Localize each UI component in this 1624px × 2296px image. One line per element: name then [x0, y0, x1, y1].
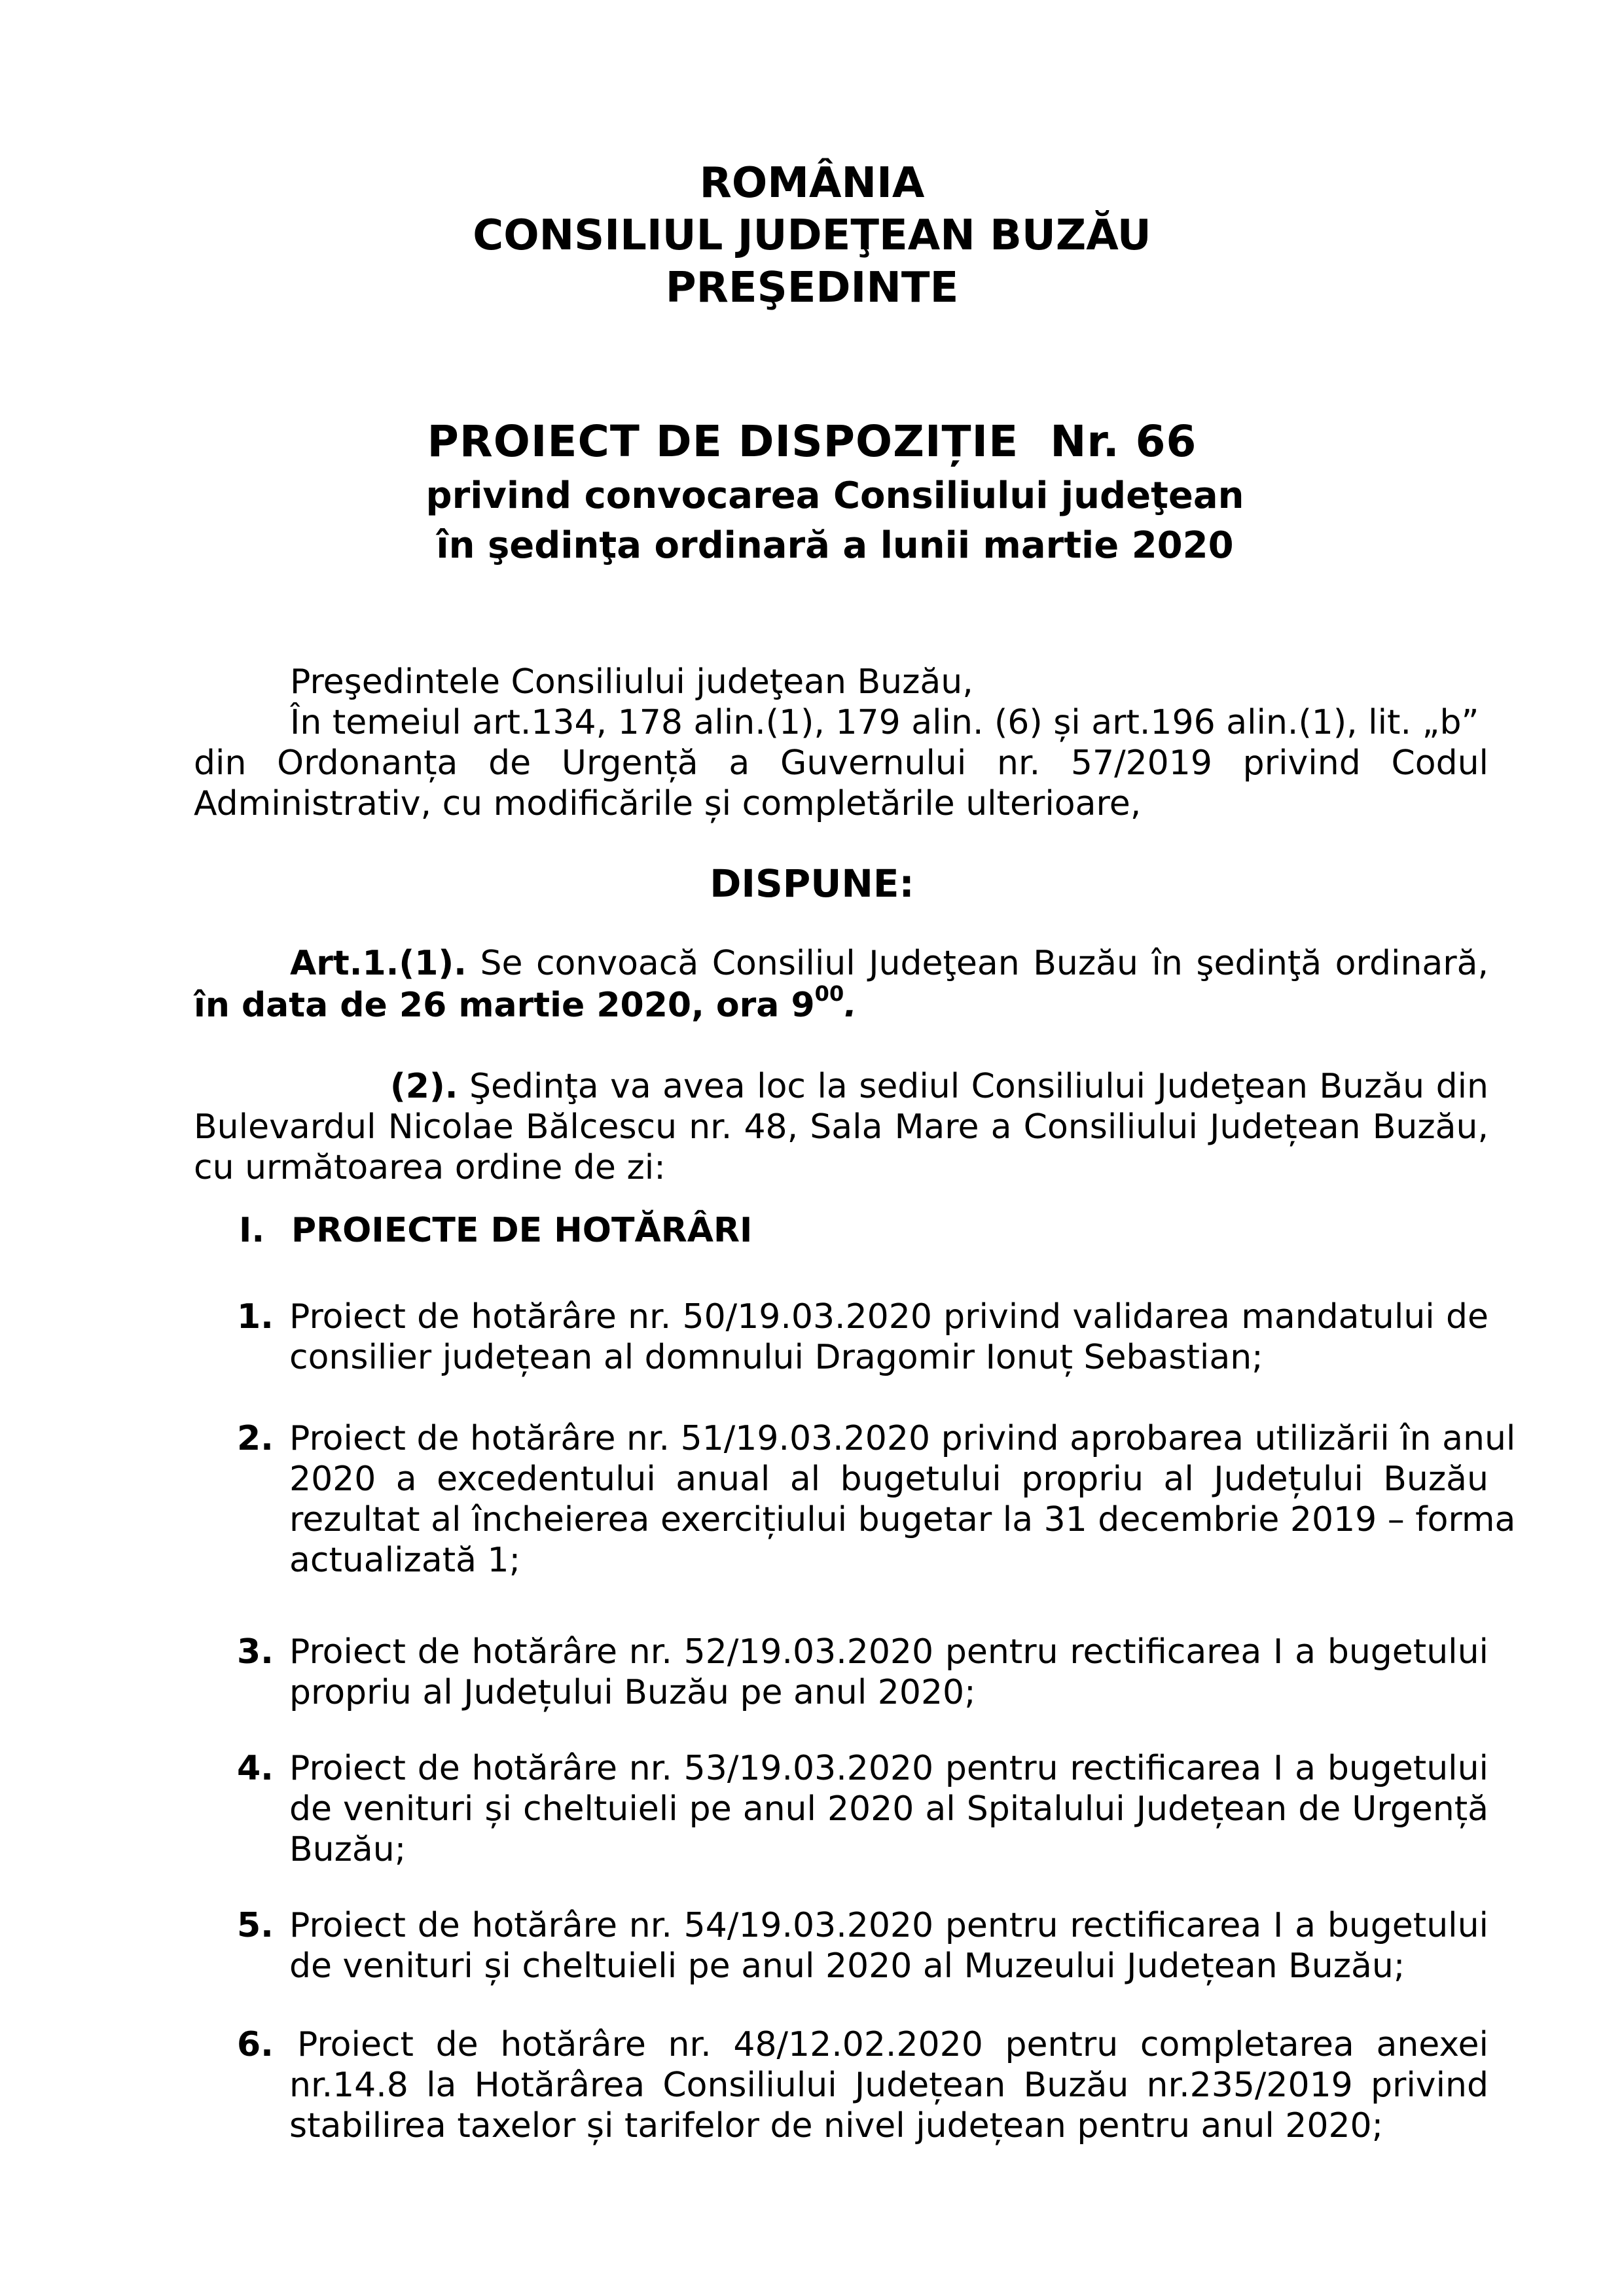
art1-2-line-2: Bulevardul Nicolae Bălcescu nr. 48, Sala Mare a Consiliului Județean Buzău, [194, 1107, 1489, 1147]
preamble-line-4: Administrativ, cu modificările și completările ulterioare, [194, 784, 1142, 823]
item-line: Proiect de hotărâre nr. 52/19.03.2020 pentru rectificarea I a bugetului [289, 1632, 1489, 1672]
item-line: consilier județean al domnului Dragomir Ionuț Sebastian; [289, 1338, 1263, 1377]
item-line: rezultat al încheierea exercițiului bugetar la 31 decembrie 2019 – forma [289, 1500, 1516, 1539]
art1-date-sup: 00 [814, 980, 844, 1006]
title-main: PROIECT DE DISPOZIȚIE [427, 416, 1019, 467]
dispune-heading: DISPUNE: [710, 861, 914, 906]
title-number: Nr. 66 [1050, 416, 1197, 467]
item-line: Proiect de hotărâre nr. 51/19.03.2020 privind aprobarea utilizării în anul [289, 1419, 1516, 1458]
item-number: 5. [237, 1906, 274, 1945]
section-title: PROIECTE DE HOTĂRÂRI [291, 1211, 753, 1250]
art1-date: în data de 26 martie 2020, ora 9 [194, 986, 815, 1025]
document-title [0, 412, 1624, 471]
art1-line-1 [290, 942, 1489, 984]
item-line: Proiect de hotărâre nr. 48/12.02.2020 pentru completarea anexei [297, 2025, 1489, 2064]
item-line: Buzău; [289, 1830, 406, 1869]
section-heading [239, 1210, 752, 1251]
art1-2-text: Şedinţa va avea loc la sediul Consiliului Judeţean Buzău din [469, 1067, 1489, 1106]
item-number: 6. [237, 2025, 274, 2064]
item-number: 1. [237, 1297, 274, 1336]
preamble-line-1: Preşedintele Consiliului judeţean Buzău, [290, 662, 973, 702]
item-number: 3. [237, 1632, 274, 1672]
section-roman: I. [239, 1211, 265, 1250]
art1-2-label: (2). [390, 1067, 458, 1106]
item-line: Proiect de hotărâre nr. 50/19.03.2020 privind validarea mandatului de [289, 1297, 1489, 1336]
item-line: Proiect de hotărâre nr. 53/19.03.2020 pentru rectificarea I a bugetului [289, 1749, 1489, 1788]
item-number: 2. [237, 1419, 274, 1458]
art1-2-line-1 [390, 1066, 1489, 1107]
art1-label: Art.1.(1). [290, 944, 467, 983]
header-office: PREŞEDINTE [665, 264, 959, 312]
art1-2-line-3: cu următoarea ordine de zi: [194, 1148, 666, 1187]
art1-text: Se convoacă Consiliul Judeţean Buzău în şedinţă ordinară, [480, 944, 1489, 983]
item-line: actualizată 1; [289, 1541, 521, 1580]
subtitle-line-1: privind convocarea Consiliului judeţean [425, 475, 1244, 517]
item-line: de venituri și cheltuieli pe anul 2020 al Muzeului Județean Buzău; [289, 1946, 1405, 1986]
art1-date-end: . [844, 986, 857, 1025]
item-line: stabilirea taxelor și tarifelor de nivel județean pentru anul 2020; [289, 2106, 1384, 2145]
item-number: 4. [237, 1749, 274, 1788]
art1-date-line [194, 980, 857, 1026]
subtitle-line-2: în şedinţa ordinară a lunii martie 2020 [436, 524, 1234, 567]
item-line: 2020 a excedentului anual al bugetului propriu al Județului Buzău [289, 1460, 1489, 1499]
header-country: ROMÂNIA [699, 159, 925, 207]
preamble-line-3: din Ordonanța de Urgență a Guvernului nr. 57/2019 privind Codul [194, 744, 1489, 783]
header-council: CONSILIUL JUDEŢEAN BUZĂU [473, 211, 1151, 260]
preamble-line-2: În temeiul art.134, 178 alin.(1), 179 alin. (6) și art.196 alin.(1), lit. „b” [290, 703, 1479, 742]
item-line: nr.14.8 la Hotărârea Consiliului Județean Buzău nr.235/2019 privind [289, 2066, 1489, 2105]
item-line: de venituri și cheltuieli pe anul 2020 al Spitalului Județean de Urgență [289, 1789, 1489, 1829]
item-line: propriu al Județului Buzău pe anul 2020; [289, 1673, 976, 1712]
item-line: Proiect de hotărâre nr. 54/19.03.2020 pentru rectificarea I a bugetului [289, 1906, 1489, 1945]
